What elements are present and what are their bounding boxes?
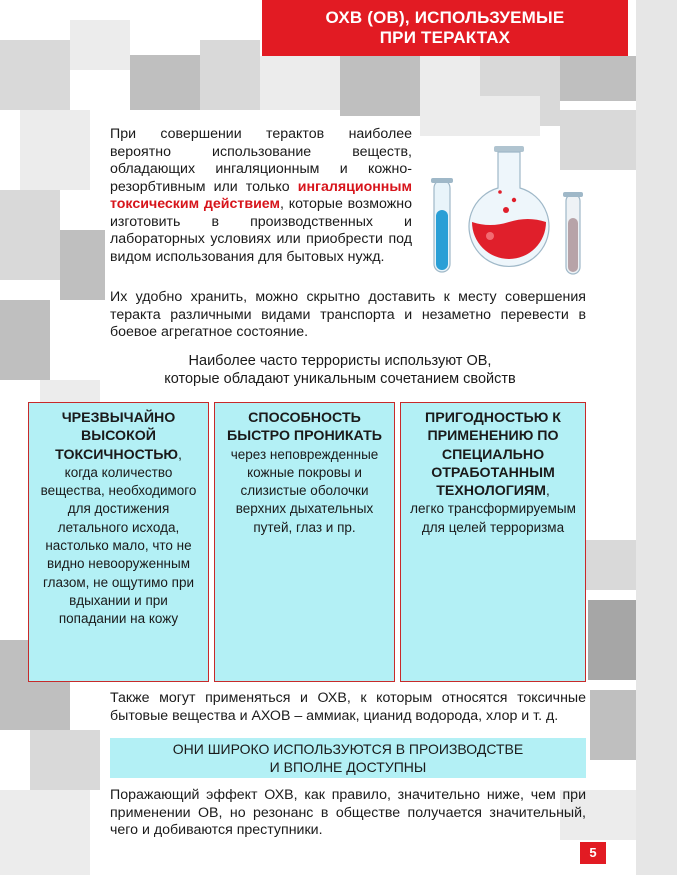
right-margin-strip [636,0,677,875]
property-body: через неповрежденные кожные покровы и слизистые оболочки верхних дыхательных путей, глаз и пр. [230,446,379,535]
page-number: 5 [580,842,606,864]
banner-line-1: ОНИ ШИРОКО ИСПОЛЬЗУЮТСЯ В ПРОИЗВОДСТВЕ [172,741,524,757]
intro-paragraph [110,126,412,266]
title-line-1: ОХВ (ОВ), ИСПОЛЬЗУЕМЫЕ [325,8,565,27]
intro-highlight: ингаляционным токсическим действием [110,178,412,212]
property-body: когда количество вещества, необходимого для достижения летального исхода, настолько мало, что не видно невооруженным глазом, не ощутимо при вдыхании и при попадании на кожу [40,464,197,627]
properties-intro-line-1: Наиболее часто террористы используют ОВ, [188,353,492,369]
property-head: ЧРЕЗВЫЧАЙНО ВЫСОКОЙ ТОКСИЧНОСТЬЮ [55,410,179,463]
properties-intro-line-2: которые обладают уникальным сочетанием свойств [164,371,516,387]
property-tail: , [178,446,182,462]
property-box-penetration [214,402,395,682]
storage-paragraph: Их удобно хранить, можно скрытно доставить к месту совершения теракта различными видами транспорта и незаметно перевести в боевое агрегатное состояние. [110,289,586,340]
banner-line-2: И ВПОЛНЕ ДОСТУПНЫ [269,759,427,775]
property-tail: , [546,483,550,499]
property-body: легко трансформируемым для целей терроризма [410,501,576,535]
test-tube-left-icon [431,178,453,272]
ohv-paragraph: Также могут применяться и ОХВ, к которым относятся токсичные бытовые вещества и АХОВ – аммиак, цианид водорода, хлор и т. д. [110,690,586,724]
effect-paragraph: Поражающий эффект ОХВ, как правило, значительно ниже, чем при применении ОВ, но резонанс в обществе получается значительный, чего и добиваются преступники. [110,787,586,838]
page-title [262,0,628,56]
property-box-applicability [400,402,586,682]
title-line-2: ПРИ ТЕРАКТАХ [379,28,511,47]
test-tube-right-icon [563,192,583,274]
property-head: СПОСОБНОСТЬ БЫСТРО ПРОНИКАТЬ [227,410,382,445]
availability-banner [110,738,586,778]
round-flask-icon [469,146,549,266]
properties-intro [80,352,600,388]
intro-text-before: При совершении терактов наиболее вероятно использование веществ, обладающих ингаляционным и кожно-резорбтивным или только [110,126,412,195]
intro-text-after: , которые возможно изготовить в производственных и лабораторных условиях или приобрести под видом использования для бытовых нужд. [110,196,412,265]
property-box-toxicity [28,402,209,682]
property-head: ПРИГОДНОСТЬЮ К ПРИМЕНЕНИЮ ПО СПЕЦИАЛЬНО ОТРАБОТАННЫМ ТЕХНОЛОГИЯМ [425,410,561,500]
lab-flasks-illustration [428,140,598,280]
